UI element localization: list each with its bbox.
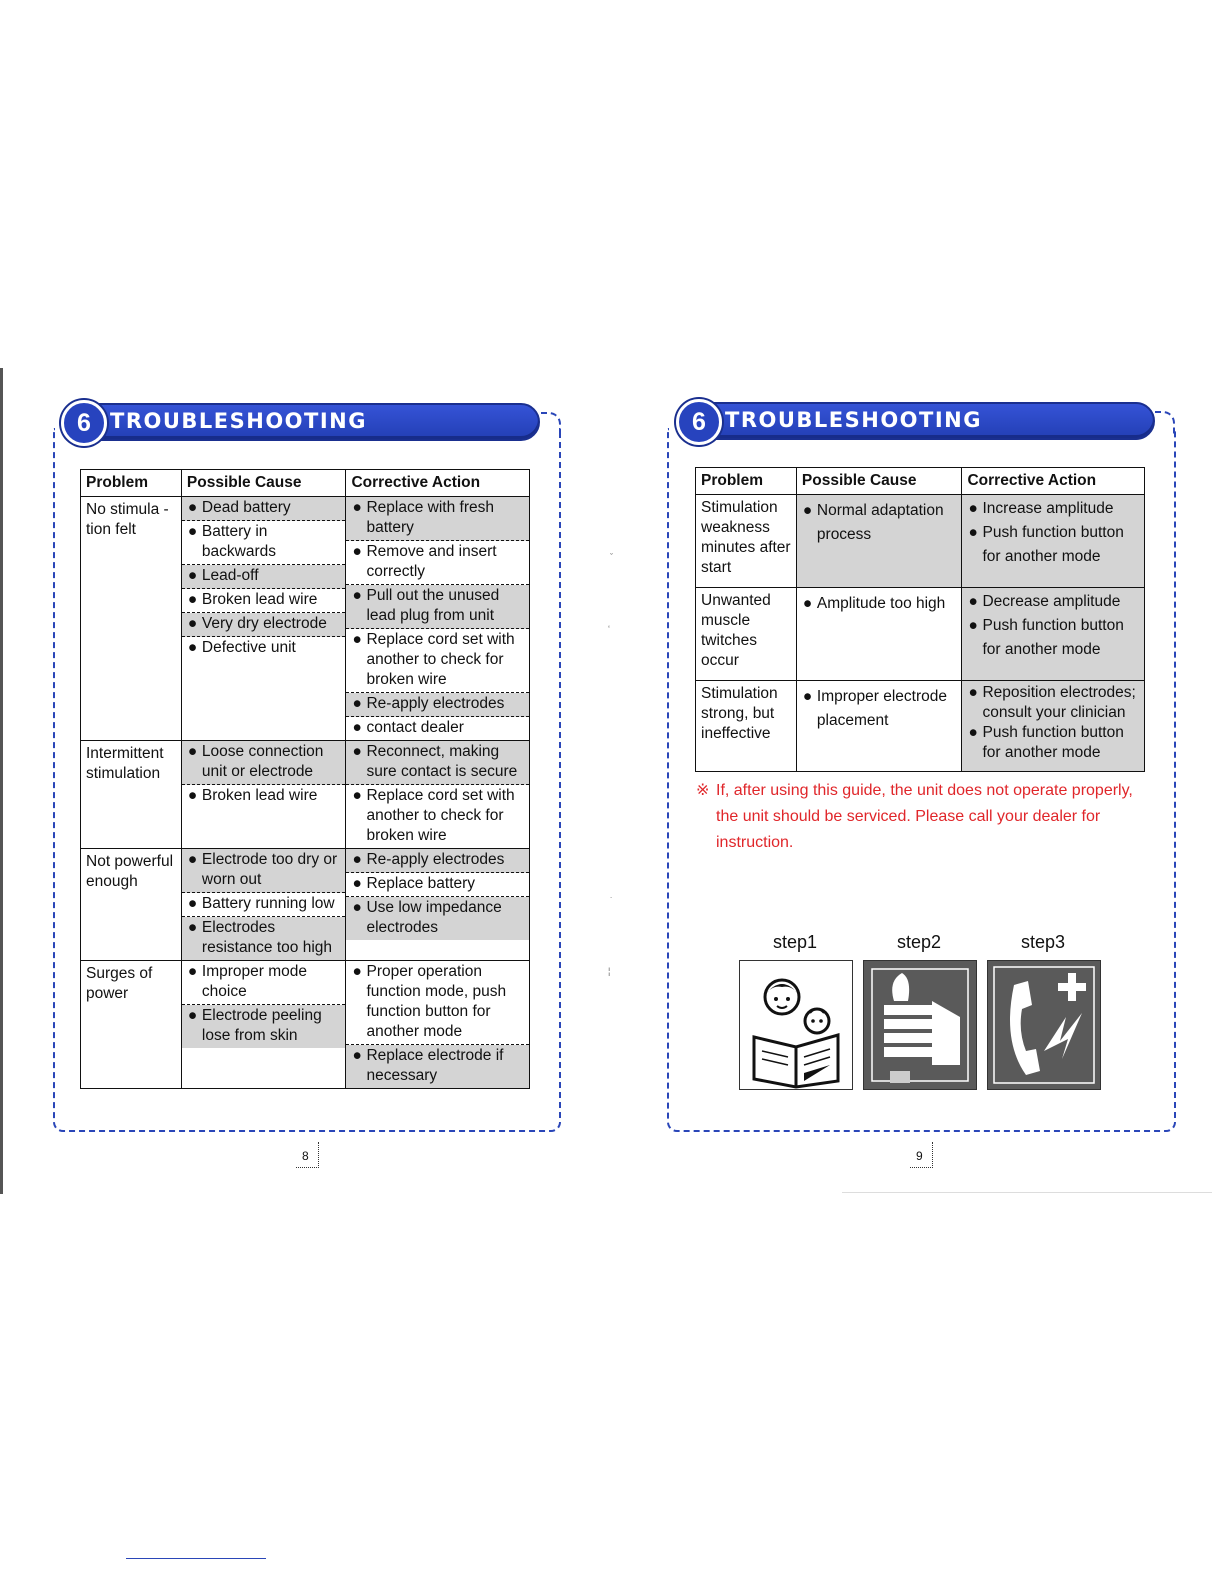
bullet-icon: ●: [802, 502, 813, 519]
action-column: [346, 961, 530, 1089]
note-symbol: ※: [696, 782, 710, 799]
cause-column: [796, 495, 962, 588]
problem-cell: Unwanted muscle twitches occur: [696, 588, 797, 681]
possible-cause: Improper electrode placement: [816, 688, 947, 729]
bullet-icon: ●: [187, 639, 198, 656]
possible-cause-line: [188, 894, 340, 914]
table-row: [696, 681, 1145, 772]
action-cell: [346, 849, 529, 873]
bullet-icon: ●: [968, 724, 978, 741]
table-row: [696, 588, 1145, 681]
possible-cause: Electrodes resistance too high: [201, 919, 333, 956]
corrective-action: Proper operation function mode, push function button for another mode: [366, 963, 507, 1040]
header-possible-cause: Possible Cause: [181, 470, 346, 497]
table-row: [81, 849, 530, 961]
possible-cause-line: [188, 786, 340, 806]
corrective-action-line: [352, 586, 523, 626]
bullet-icon: ●: [187, 787, 198, 804]
corrective-action-line: [968, 590, 1138, 614]
possible-cause-line: [188, 614, 340, 634]
left-banner-tail: [541, 412, 561, 436]
left-title: TROUBLESHOOTING: [110, 409, 367, 433]
cause-column: [181, 961, 346, 1089]
right-page-number-bracket: [910, 1142, 933, 1168]
left-troubleshooting-table: [80, 469, 530, 1089]
possible-cause-line: [803, 592, 956, 616]
corrective-action-line: [352, 1046, 523, 1086]
note-text: If, after using this guide, the unit does not operate properly, the unit should be serviced. Please call your dealer for instruction.: [716, 782, 1133, 851]
corrective-action-line: [968, 723, 1138, 763]
action-cell: [346, 717, 529, 740]
possible-cause: Battery running low: [201, 895, 335, 912]
header-possible-cause: Possible Cause: [796, 468, 962, 495]
corrective-action-line: [352, 542, 523, 582]
action-cell: [346, 897, 529, 940]
possible-cause-line: [188, 742, 340, 782]
blue-rule: [126, 1558, 266, 1559]
action-cell: [346, 629, 529, 693]
bullet-icon: ●: [187, 851, 198, 868]
action-column: [346, 497, 530, 741]
action-column: [962, 588, 1145, 681]
corrective-action: Re-apply electrodes: [366, 695, 505, 712]
speck: ˙: [610, 896, 613, 906]
bullet-icon: ●: [352, 743, 362, 760]
cause-cell: [182, 521, 346, 565]
corrective-action: Use low impedance electrodes: [366, 899, 502, 936]
right-title: TROUBLESHOOTING: [725, 408, 982, 432]
corrective-action: Replace with fresh battery: [366, 499, 494, 536]
bullet-icon: ●: [187, 567, 198, 584]
action-cell: [346, 693, 529, 717]
bullet-icon: ●: [968, 500, 978, 517]
step1-label: step1: [773, 932, 818, 952]
table-row: [81, 961, 530, 1089]
problem-cell: Intermittent stimulation: [81, 741, 182, 849]
cause-column: [181, 849, 346, 961]
scan-line: [842, 1192, 1212, 1193]
corrective-action-line: [352, 786, 523, 846]
corrective-action: contact dealer: [366, 719, 464, 736]
binding-edge: [0, 368, 3, 1194]
action-cell: [962, 681, 1144, 765]
table-row: [696, 495, 1145, 588]
possible-cause-line: [803, 499, 956, 547]
bullet-icon: ●: [352, 631, 362, 648]
bullet-icon: ●: [352, 899, 362, 916]
corrective-action-line: [352, 898, 523, 938]
right-page-number: 9: [916, 1149, 923, 1163]
corrective-action-line: [968, 614, 1138, 662]
left-section-number: 6: [61, 400, 107, 446]
cause-column: [796, 681, 962, 772]
bullet-icon: ●: [187, 895, 198, 912]
cause-cell: [182, 741, 346, 785]
right-banner-tail: [1155, 411, 1175, 435]
corrective-action: Remove and insert correctly: [366, 543, 497, 580]
corrective-action-line: [968, 497, 1138, 521]
problem-cell: Not powerful enough: [81, 849, 182, 961]
cause-cell: [182, 637, 346, 660]
cause-cell: [182, 917, 346, 960]
bullet-icon: ●: [352, 1047, 362, 1064]
header-corrective-action: Corrective Action: [962, 468, 1145, 495]
possible-cause-line: [188, 962, 340, 1002]
bullet-icon: ●: [187, 919, 198, 936]
action-column: [346, 741, 530, 849]
bullet-icon: ●: [352, 851, 362, 868]
corrective-action: Reconnect, making sure contact is secure: [366, 743, 518, 780]
possible-cause-line: [188, 522, 340, 562]
header-problem: Problem: [81, 470, 182, 497]
bullet-icon: ●: [352, 499, 362, 516]
step2-label: step2: [897, 932, 942, 952]
possible-cause: Electrode too dry or worn out: [201, 851, 338, 888]
header-problem: Problem: [696, 468, 797, 495]
corrective-action-line: [352, 718, 523, 738]
problem-cell: Stimulation strong, but ineffective: [696, 681, 797, 772]
corrective-action: Push function button for another mode: [982, 617, 1124, 658]
corrective-action: Decrease amplitude: [982, 593, 1121, 610]
speck: ‘: [608, 624, 610, 634]
action-cell: [962, 495, 1144, 571]
possible-cause: Defective unit: [201, 639, 296, 656]
corrective-action: Reposition electrodes; consult your clinician: [982, 684, 1136, 721]
table-row: [81, 741, 530, 849]
corrective-action: Increase amplitude: [982, 500, 1114, 517]
cause-cell: [797, 681, 962, 737]
bullet-icon: ●: [802, 595, 813, 612]
bullet-icon: ●: [968, 593, 978, 610]
possible-cause-line: [188, 566, 340, 586]
corrective-action: Replace cord set with another to check for broken wire: [366, 787, 515, 844]
action-cell: [346, 541, 529, 585]
left-page-number-bracket: [296, 1142, 319, 1168]
corrective-action-line: [352, 962, 523, 1042]
table-row: [81, 497, 530, 741]
action-column: [962, 681, 1145, 772]
corrective-action: Replace electrode if necessary: [366, 1047, 504, 1084]
action-cell: [346, 585, 529, 629]
possible-cause-line: [188, 638, 340, 658]
right-section-number: 6: [676, 399, 722, 445]
step2-thumbs-up-icon: [863, 960, 977, 1090]
action-cell: [962, 588, 1144, 664]
corrective-action-line: [352, 850, 523, 870]
right-troubleshooting-table: [695, 467, 1145, 772]
possible-cause: Battery in backwards: [201, 523, 276, 560]
corrective-action: Re-apply electrodes: [366, 851, 505, 868]
cause-cell: [182, 613, 346, 637]
step3-call-dealer-icon: [987, 960, 1101, 1090]
cause-cell: [182, 589, 346, 613]
cause-cell: [797, 588, 962, 620]
step3-label: step3: [1021, 932, 1066, 952]
possible-cause-line: [188, 1006, 340, 1046]
corrective-action: Replace battery: [366, 875, 476, 892]
bullet-icon: ●: [187, 1007, 198, 1024]
action-cell: [346, 961, 529, 1045]
possible-cause: Broken lead wire: [201, 591, 318, 608]
possible-cause: Loose connection unit or electrode: [201, 743, 324, 780]
service-note: [696, 778, 1136, 856]
possible-cause-line: [803, 685, 956, 733]
corrective-action-line: [968, 683, 1138, 723]
bullet-icon: ●: [968, 684, 978, 701]
bullet-icon: ●: [352, 587, 362, 604]
possible-cause: Very dry electrode: [201, 615, 327, 632]
action-cell: [346, 1045, 529, 1088]
possible-cause: Dead battery: [201, 499, 291, 516]
bullet-icon: ●: [352, 719, 362, 736]
bullet-icon: ●: [968, 524, 978, 541]
cause-column: [796, 588, 962, 681]
possible-cause-line: [188, 590, 340, 610]
possible-cause-line: [188, 918, 340, 958]
action-cell: [346, 785, 529, 848]
possible-cause: Normal adaptation process: [816, 502, 944, 543]
corrective-action: Push function button for another mode: [982, 524, 1124, 565]
action-cell: [346, 873, 529, 897]
bullet-icon: ●: [352, 787, 362, 804]
corrective-action: Push function button for another mode: [982, 724, 1124, 761]
bullet-icon: ●: [187, 963, 198, 980]
bullet-icon: ●: [352, 963, 362, 980]
bullet-icon: ●: [352, 875, 362, 892]
bullet-icon: ●: [352, 543, 362, 560]
cause-cell: [182, 565, 346, 589]
header-corrective-action: Corrective Action: [346, 470, 530, 497]
bullet-icon: ●: [352, 695, 362, 712]
step1-read-manual-icon: [739, 960, 853, 1090]
bullet-icon: ●: [187, 743, 198, 760]
possible-cause-line: [188, 498, 340, 518]
corrective-action-line: [352, 874, 523, 894]
cause-cell: [182, 497, 346, 521]
cause-cell: [182, 961, 346, 1005]
possible-cause: Electrode peeling lose from skin: [201, 1007, 322, 1044]
bullet-icon: ●: [968, 617, 978, 634]
bullet-icon: ●: [802, 688, 813, 705]
corrective-action: Pull out the unused lead plug from unit: [366, 587, 500, 624]
possible-cause: Improper mode choice: [201, 963, 308, 1000]
left-page-number: 8: [302, 1149, 309, 1163]
corrective-action-line: [352, 742, 523, 782]
action-column: [962, 495, 1145, 588]
action-column: [346, 849, 530, 961]
bullet-icon: ●: [187, 499, 198, 516]
bullet-icon: ●: [187, 591, 198, 608]
cause-cell: [182, 785, 346, 808]
cause-cell: [182, 893, 346, 917]
cause-column: [181, 741, 346, 849]
corrective-action-line: [968, 521, 1138, 569]
problem-cell: Surges of power: [81, 961, 182, 1089]
bullet-icon: ●: [187, 615, 198, 632]
cause-column: [181, 497, 346, 741]
corrective-action-line: [352, 694, 523, 714]
action-cell: [346, 497, 529, 541]
problem-cell: No stimula - tion felt: [81, 497, 182, 741]
speck: ¦: [608, 966, 611, 976]
bullet-icon: ●: [187, 523, 198, 540]
cause-cell: [182, 1005, 346, 1048]
possible-cause: Lead-off: [201, 567, 259, 584]
speck: ˇ: [610, 552, 613, 562]
possible-cause-line: [188, 850, 340, 890]
corrective-action-line: [352, 630, 523, 690]
action-cell: [346, 741, 529, 785]
problem-cell: Stimulation weakness minutes after start: [696, 495, 797, 588]
cause-cell: [797, 495, 962, 551]
possible-cause: Amplitude too high: [816, 595, 946, 612]
corrective-action: Replace cord set with another to check for broken wire: [366, 631, 515, 688]
corrective-action-line: [352, 498, 523, 538]
possible-cause: Broken lead wire: [201, 787, 318, 804]
cause-cell: [182, 849, 346, 893]
